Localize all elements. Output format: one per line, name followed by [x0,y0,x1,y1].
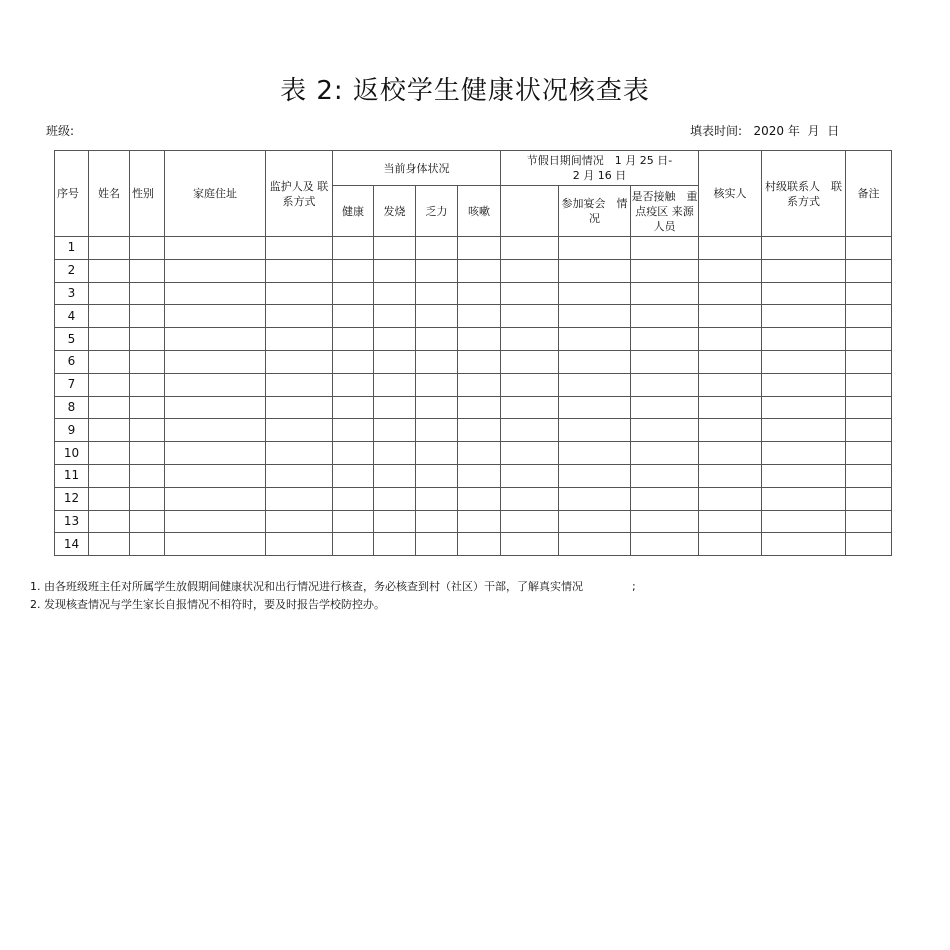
table-cell[interactable] [266,464,333,487]
table-cell[interactable] [130,373,165,396]
row-number: 1 [55,237,89,260]
table-cell[interactable] [699,510,762,533]
header-contact: 是否接触 重点疫区 来源人员 [631,186,699,237]
table-row [55,237,892,260]
table-cell[interactable] [501,350,559,373]
table-row [55,396,892,419]
table-cell[interactable] [165,464,266,487]
table-cell[interactable] [631,373,699,396]
class-label: 班级: [46,124,75,138]
fill-time-month-unit: 月 [807,124,820,138]
table-cell[interactable] [165,487,266,510]
table-cell[interactable] [416,237,458,260]
table-cell[interactable] [165,533,266,556]
table-cell[interactable] [374,442,416,465]
row-number: 7 [55,373,89,396]
table-cell[interactable] [266,396,333,419]
table-cell[interactable] [631,305,699,328]
row-number: 5 [55,328,89,351]
table-cell[interactable] [501,282,559,305]
table-cell[interactable] [458,487,501,510]
row-number: 12 [55,487,89,510]
table-cell[interactable] [89,419,130,442]
table-cell[interactable] [374,282,416,305]
table-cell[interactable] [374,373,416,396]
table-cell[interactable] [458,533,501,556]
table-cell[interactable] [165,259,266,282]
table-cell[interactable] [374,464,416,487]
table-cell[interactable] [130,419,165,442]
table-cell[interactable] [559,305,631,328]
table-cell[interactable] [165,237,266,260]
table-cell[interactable] [762,373,846,396]
table-cell[interactable] [416,487,458,510]
table-cell[interactable] [458,259,501,282]
note-1 [30,578,636,596]
table-cell[interactable] [333,533,374,556]
table-cell[interactable] [416,282,458,305]
table-cell[interactable] [762,442,846,465]
table-cell[interactable] [89,373,130,396]
table-cell[interactable] [559,373,631,396]
table-cell[interactable] [699,464,762,487]
table-cell[interactable] [559,487,631,510]
table-cell[interactable] [699,419,762,442]
fill-time-year-unit: 年 [787,124,800,138]
fill-time-day-unit: 日 [827,124,840,138]
table-cell[interactable] [333,510,374,533]
header-healthy: 健康 [333,186,374,237]
header-village-contact: 村级联系人 联系方式 [762,151,846,237]
table-cell[interactable] [266,237,333,260]
table-cell[interactable] [374,419,416,442]
table-cell[interactable] [416,350,458,373]
table-cell[interactable] [846,464,892,487]
row-number: 9 [55,419,89,442]
row-number: 14 [55,533,89,556]
table-cell[interactable] [846,419,892,442]
table-cell[interactable] [846,237,892,260]
table-cell[interactable] [333,237,374,260]
table-cell[interactable] [165,396,266,419]
table-cell[interactable] [130,328,165,351]
row-number: 4 [55,305,89,328]
table-cell[interactable] [559,533,631,556]
table-cell[interactable] [762,282,846,305]
table-cell[interactable] [333,259,374,282]
fill-time-label: 填表时间: [690,124,743,138]
table-cell[interactable] [165,442,266,465]
table-cell[interactable] [333,487,374,510]
table-row [55,464,892,487]
table-cell[interactable] [266,305,333,328]
table-cell[interactable] [699,259,762,282]
table-cell[interactable] [416,305,458,328]
table-cell[interactable] [89,282,130,305]
table-cell[interactable] [266,259,333,282]
table-cell[interactable] [374,510,416,533]
table-cell[interactable] [846,259,892,282]
table-cell[interactable] [374,487,416,510]
table-cell[interactable] [559,282,631,305]
table-cell[interactable] [130,237,165,260]
header-health-status: 当前身体状况 [333,151,501,186]
table-cell[interactable] [559,328,631,351]
table-cell[interactable] [699,487,762,510]
note-1-text: 1. 由各班级班主任对所属学生放假期间健康状况和出行情况进行核查，务必核查到村（社区）干部，了解真实情况 [30,580,583,593]
table-cell[interactable] [762,350,846,373]
table-cell[interactable] [89,328,130,351]
table-cell[interactable] [266,442,333,465]
header-banquet: 参加宴会 情况 [559,186,631,237]
table-cell[interactable] [699,282,762,305]
table-cell[interactable] [846,350,892,373]
table-cell[interactable] [266,419,333,442]
table-cell[interactable] [89,259,130,282]
table-cell[interactable] [846,533,892,556]
table-row [55,487,892,510]
table-cell[interactable] [374,396,416,419]
table-cell[interactable] [458,237,501,260]
row-number: 8 [55,396,89,419]
table-cell[interactable] [130,533,165,556]
table-cell[interactable] [89,237,130,260]
table-cell[interactable] [631,442,699,465]
table-row [55,328,892,351]
table-cell[interactable] [374,533,416,556]
table-cell[interactable] [631,464,699,487]
page-title: 表 2: 返校学生健康状况核查表 [280,76,650,106]
row-number: 3 [55,282,89,305]
header-name: 姓名 [89,151,130,237]
table-cell[interactable] [631,350,699,373]
table-cell[interactable] [458,305,501,328]
table-cell[interactable] [762,396,846,419]
table-cell[interactable] [762,305,846,328]
table-cell[interactable] [416,464,458,487]
table-cell[interactable] [165,282,266,305]
header-holiday-line2: 2 月 16 日 [572,169,627,182]
table-cell[interactable] [458,510,501,533]
table-cell[interactable] [846,510,892,533]
table-cell[interactable] [846,373,892,396]
table-cell[interactable] [762,328,846,351]
header-address: 家庭住址 [165,151,266,237]
table-cell[interactable] [266,350,333,373]
table-cell[interactable] [333,396,374,419]
table-cell[interactable] [458,464,501,487]
table-cell[interactable] [416,510,458,533]
header-guardian: 监护人及 联系方式 [266,151,333,237]
table-cell[interactable] [501,259,559,282]
table-cell[interactable] [501,396,559,419]
table-cell[interactable] [89,487,130,510]
table-cell[interactable] [501,419,559,442]
table-cell[interactable] [374,328,416,351]
fill-time [690,122,839,139]
table-cell[interactable] [846,282,892,305]
table-cell[interactable] [374,259,416,282]
table-cell[interactable] [846,396,892,419]
table-cell[interactable] [130,305,165,328]
table-cell[interactable] [89,464,130,487]
table-cell[interactable] [165,510,266,533]
table-cell[interactable] [762,464,846,487]
table-cell[interactable] [631,419,699,442]
table-cell[interactable] [559,350,631,373]
table-cell[interactable] [501,442,559,465]
table-row [55,533,892,556]
table-cell[interactable] [416,419,458,442]
table-cell[interactable] [374,305,416,328]
table-cell[interactable] [333,419,374,442]
header-holiday-line1: 节假日期间情况 1 月 25 日- [526,154,673,167]
table-cell[interactable] [501,510,559,533]
table-cell[interactable] [130,487,165,510]
table-cell[interactable] [130,259,165,282]
table-cell[interactable] [130,282,165,305]
table-cell[interactable] [333,442,374,465]
table-cell[interactable] [631,487,699,510]
health-check-table [54,150,892,556]
table-cell[interactable] [846,442,892,465]
table-cell[interactable] [458,419,501,442]
table-cell[interactable] [333,464,374,487]
table-cell[interactable] [458,328,501,351]
header-fever: 发烧 [374,186,416,237]
table-cell[interactable] [458,396,501,419]
table-cell[interactable] [266,282,333,305]
table-cell[interactable] [559,396,631,419]
table-cell[interactable] [699,373,762,396]
table-cell[interactable] [458,373,501,396]
table-cell[interactable] [559,442,631,465]
table-row [55,419,892,442]
table-cell[interactable] [762,259,846,282]
row-number: 2 [55,259,89,282]
table-cell[interactable] [699,305,762,328]
table-cell[interactable] [501,237,559,260]
table-cell[interactable] [559,464,631,487]
table-cell[interactable] [165,328,266,351]
table-cell[interactable] [89,510,130,533]
table-cell[interactable] [699,533,762,556]
table-cell[interactable] [416,533,458,556]
table-cell[interactable] [501,305,559,328]
table-cell[interactable] [416,259,458,282]
table-cell[interactable] [631,533,699,556]
table-cell[interactable] [501,373,559,396]
table-cell[interactable] [165,350,266,373]
row-number: 11 [55,464,89,487]
table-cell[interactable] [846,305,892,328]
table-row [55,350,892,373]
table-cell[interactable] [165,373,266,396]
table-cell[interactable] [89,305,130,328]
table-cell[interactable] [699,350,762,373]
table-row [55,259,892,282]
table-cell[interactable] [266,487,333,510]
table-cell[interactable] [846,487,892,510]
table-cell[interactable] [266,533,333,556]
table-cell[interactable] [416,373,458,396]
fill-time-year: 2020 [753,124,785,138]
header-cough: 咳嗽 [458,186,501,237]
table-cell[interactable] [559,259,631,282]
table-cell[interactable] [699,442,762,465]
table-cell[interactable] [762,533,846,556]
table-row [55,510,892,533]
table-cell[interactable] [559,510,631,533]
header-remarks: 备注 [846,151,892,237]
header-gender: 性别 [130,151,165,237]
table-cell[interactable] [89,350,130,373]
table-cell[interactable] [458,350,501,373]
table-cell[interactable] [130,464,165,487]
table-cell[interactable] [501,328,559,351]
header-holiday-status [501,151,699,186]
notes [30,578,636,614]
table-cell[interactable] [559,237,631,260]
table-cell[interactable] [631,282,699,305]
table-cell[interactable] [374,237,416,260]
table-cell[interactable] [130,350,165,373]
header-verifier: 核实人 [699,151,762,237]
table-cell[interactable] [333,328,374,351]
note-2: 2. 发现核查情况与学生家长自报情况不相符时，要及时报告学校防控办。 [30,598,385,611]
table-cell[interactable] [631,396,699,419]
table-cell[interactable] [89,533,130,556]
table-row [55,282,892,305]
table-cell[interactable] [846,328,892,351]
table-cell[interactable] [130,510,165,533]
header-blank [501,186,559,237]
table-row [55,442,892,465]
table-cell[interactable] [631,510,699,533]
table-row [55,373,892,396]
table-cell[interactable] [416,328,458,351]
table-cell[interactable] [762,487,846,510]
table-cell[interactable] [458,282,501,305]
table-cell[interactable] [333,350,374,373]
table-cell[interactable] [89,442,130,465]
table-cell[interactable] [266,510,333,533]
table-cell[interactable] [333,373,374,396]
header-seq: 序号 [55,151,89,237]
table-cell[interactable] [699,328,762,351]
table-cell[interactable] [266,328,333,351]
note-1-end: ; [631,580,636,593]
row-number: 10 [55,442,89,465]
table-cell[interactable] [165,419,266,442]
table-cell[interactable] [501,533,559,556]
table-cell[interactable] [458,442,501,465]
table-cell[interactable] [333,305,374,328]
table-cell[interactable] [762,510,846,533]
table-row [55,305,892,328]
table-cell[interactable] [631,259,699,282]
table-cell[interactable] [501,487,559,510]
table-cell[interactable] [266,373,333,396]
table-cell[interactable] [374,350,416,373]
table-cell[interactable] [559,419,631,442]
table-cell[interactable] [416,396,458,419]
table-cell[interactable] [333,282,374,305]
table-cell[interactable] [762,419,846,442]
table-cell[interactable] [699,237,762,260]
table-cell[interactable] [699,396,762,419]
table-cell[interactable] [130,442,165,465]
row-number: 13 [55,510,89,533]
table-cell[interactable] [501,464,559,487]
table-cell[interactable] [165,305,266,328]
table-cell[interactable] [631,328,699,351]
table-cell[interactable] [631,237,699,260]
row-number: 6 [55,350,89,373]
table-cell[interactable] [89,396,130,419]
table-cell[interactable] [130,396,165,419]
table-cell[interactable] [416,442,458,465]
header-fatigue: 乏力 [416,186,458,237]
table-cell[interactable] [762,237,846,260]
